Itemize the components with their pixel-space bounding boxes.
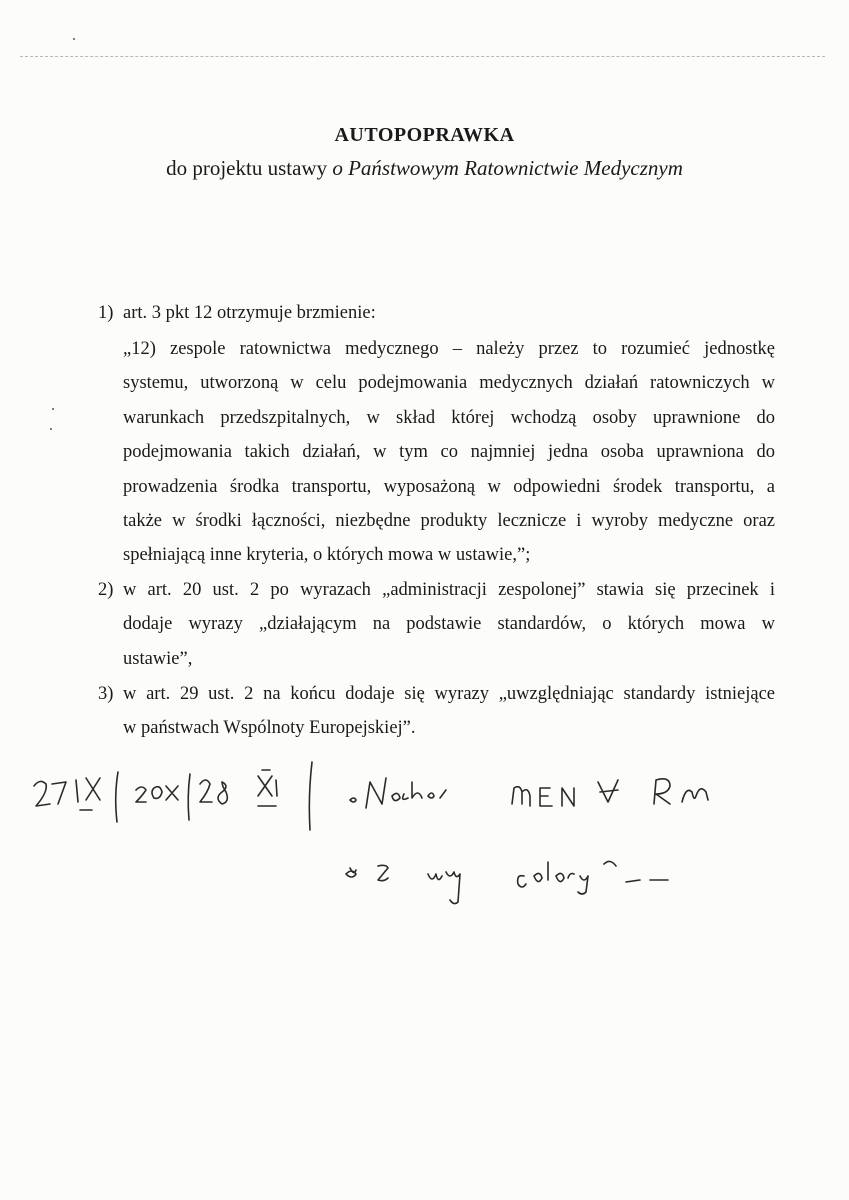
item-line: dodaje wyrazy „działającym na podstawie standardów, o których mowa w: [123, 614, 775, 634]
handwriting-stroke: [346, 868, 356, 877]
item-line: art. 3 pkt 12 otrzymuje brzmienie:: [123, 303, 376, 323]
handwriting-stroke: [309, 762, 312, 830]
item-line: „12) zespole ratownictwa medycznego – należy przez to rozumieć jednostkę: [123, 339, 775, 359]
item-line: podejmowania takich działań, w tym co najmniej jedna osoba uprawniona do: [123, 442, 775, 462]
handwriting-stroke: [188, 774, 190, 820]
handwriting-stroke: [76, 778, 100, 810]
handwriting-stroke: [654, 779, 670, 804]
handwriting-stroke: [598, 780, 618, 802]
handwriting-stroke: [258, 770, 277, 806]
item-line: systemu, utworzoną w celu podejmowania medycznych działań ratowniczych w: [123, 373, 775, 393]
handwriting-stroke: [512, 787, 530, 806]
item-number: 2): [98, 580, 114, 600]
handwriting-stroke: [200, 780, 227, 804]
item-line: spełniającą inne kryteria, o których mowa w ustawie,”;: [123, 545, 531, 565]
handwriting-stroke: [604, 861, 640, 882]
handwriting-stroke: [136, 786, 178, 802]
handwriting-stroke: [378, 865, 388, 880]
item-line: w państwach Wspólnoty Europejskiej”.: [123, 718, 416, 738]
item-number: 1): [98, 303, 114, 323]
subtitle-act-name: o Państwowym Ratownictwie Medycznym: [332, 156, 683, 180]
subtitle-prefix: do projektu ustawy: [166, 156, 333, 180]
handwriting-stroke: [428, 790, 446, 798]
item-line: prowadzenia środka transportu, wyposażoną w odpowiedni środek transportu, a: [123, 477, 775, 497]
handwriting-stroke: [34, 781, 50, 806]
handwriting-stroke: [116, 772, 118, 822]
item-number: 3): [98, 684, 114, 704]
handwriting-stroke: [428, 872, 460, 904]
handwriting-stroke: [682, 789, 708, 802]
item-line: także w środki łączności, niezbędne produkty lecznicze i wyroby medyczne oraz: [123, 511, 775, 531]
item-line: w art. 20 ust. 2 po wyrazach „administracji zespolonej” stawia się przecinek i: [123, 580, 775, 600]
handwriting-stroke: [540, 788, 552, 806]
handwriting-stroke: [350, 798, 356, 802]
document-title: AUTOPOPRAWKA: [334, 124, 515, 146]
item-line: w art. 29 ust. 2 na końcu dodaje się wyrazy „uwzględniając standardy istniejące: [123, 684, 775, 704]
handwriting-stroke: [366, 778, 422, 808]
handwriting-stroke: [518, 862, 588, 894]
item-line: warunkach przedszpitalnych, w skład której wchodzą osoby uprawnione do: [123, 408, 775, 428]
handwriting-stroke: [562, 788, 574, 806]
item-line: ustawie”,: [123, 649, 193, 669]
handwriting-stroke: [52, 782, 66, 804]
